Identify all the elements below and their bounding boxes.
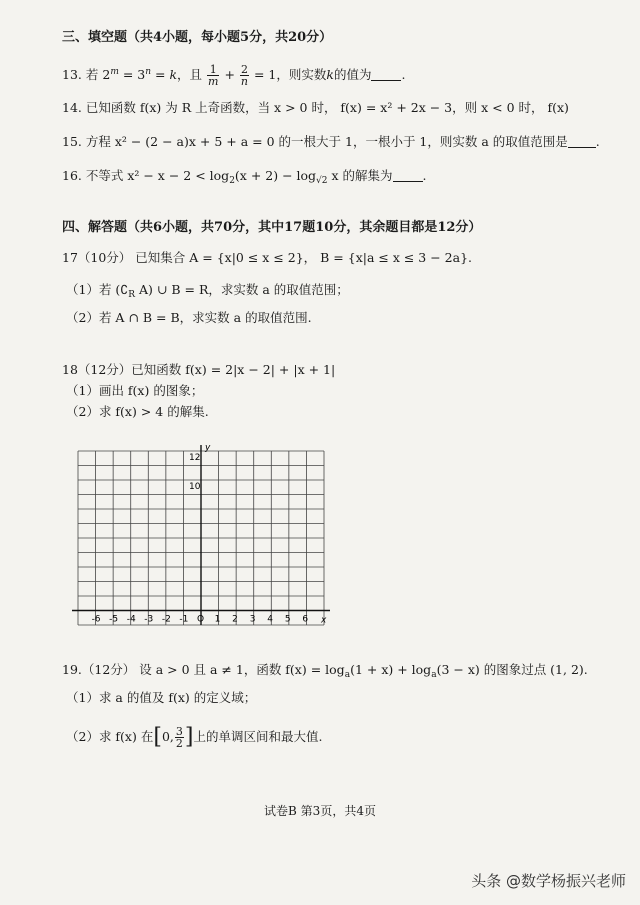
y-axis-label: y [205,445,211,453]
graph-grid [72,445,330,645]
question-19-part-2: （2）求 f(x) 在[0, $\frac{3}{2}$ ]上的单调区间和最大值. [66,724,323,750]
question-14: 14. 已知函数 f(x) 为 R 上奇函数，当 x > 0 时， f(x) = x² + 2x − 3，则 x < 0 时， f(x) [62,100,569,115]
x-tick-label: 4 [267,614,274,625]
x-tick-label: -4 [126,614,136,625]
x-tick-label: 2 [232,614,238,625]
question-18-part-1: （1）画出 f(x) 的图象； [66,383,204,398]
x-tick-label: O [197,614,205,625]
question-17-intro: 17（10分） 已知集合 A = {x|0 ≤ x ≤ 2}， B = {x|a ≤ x ≤ 3 − 2a}. [62,250,473,265]
fraction-2-over-n: $\frac{2}{n}$ [240,63,248,88]
question-17-part-2: （2）若 A ∩ B = B，求实数 a 的取值范围. [66,310,312,325]
y-tick-label: 10 [189,481,201,492]
question-17-part-1: （1）若 ($∁_R$ A) ∪ B = R，求实数 a 的取值范围； [66,282,349,300]
answer-blank [393,181,423,182]
y-tick-label: 12 [189,452,201,463]
x-tick-label: 1 [214,614,221,625]
fraction-3-over-2: $\frac{3}{2}$ [175,725,183,750]
answer-blank [568,147,596,148]
x-tick-label: 5 [284,614,291,625]
section-3-heading: 三、填空题（共4小题，每小题5分，共20分） [62,30,333,45]
question-19-intro: 19.（12分） 设 a > 0 且 a ≠ 1，函数 $f(x) = \log_a(1 + x) + \log_a(3 - x)$ 的图象过点 (1, 2). [62,662,588,680]
x-tick-label: -6 [91,614,101,625]
section-4-heading: 四、解答题（共6小题，共70分，其中17题10分，其余题目都是12分） [62,220,482,235]
x-tick-label: 3 [249,614,256,625]
page-footer: 试卷B 第3页，共4页 [264,804,376,818]
watermark-text: 头条 @数学杨振兴老师 [471,872,626,890]
x-tick-label: -2 [161,614,171,625]
question-18-part-2: （2）求 f(x) > 4 的解集. [66,404,209,419]
coordinate-grid-svg [72,445,330,645]
question-15: 15. 方程 x² − (2 − a)x + 5 + a = 0 的一根大于 1，一根小于 1，则实数 a 的取值范围是 . [62,134,600,149]
question-19-part-1: （1）求 a 的值及 f(x) 的定义域； [66,690,257,705]
question-13: 13. 若 $2^m = 3^n = k$，且 $\frac{1}{m}$ + $\frac{2}{n}$ = 1，则实数k的值为 . [62,63,406,88]
fraction-1-over-m: $\frac{1}{m}$ [208,63,219,88]
x-tick-label: -3 [144,614,154,625]
x-tick-label: 6 [302,614,309,625]
question-18-intro: 18（12分）已知函数 f(x) = 2|x − 2| + |x + 1| [62,362,336,377]
x-tick-label: -1 [179,614,189,625]
x-axis-label: x [321,615,327,626]
x-tick-label: -5 [109,614,119,625]
answer-blank [371,80,401,81]
question-16: 16. 不等式 $x^2 - x - 2 < \log_2(x + 2) - \log_{√2} x$ 的解集为 . [62,168,427,186]
